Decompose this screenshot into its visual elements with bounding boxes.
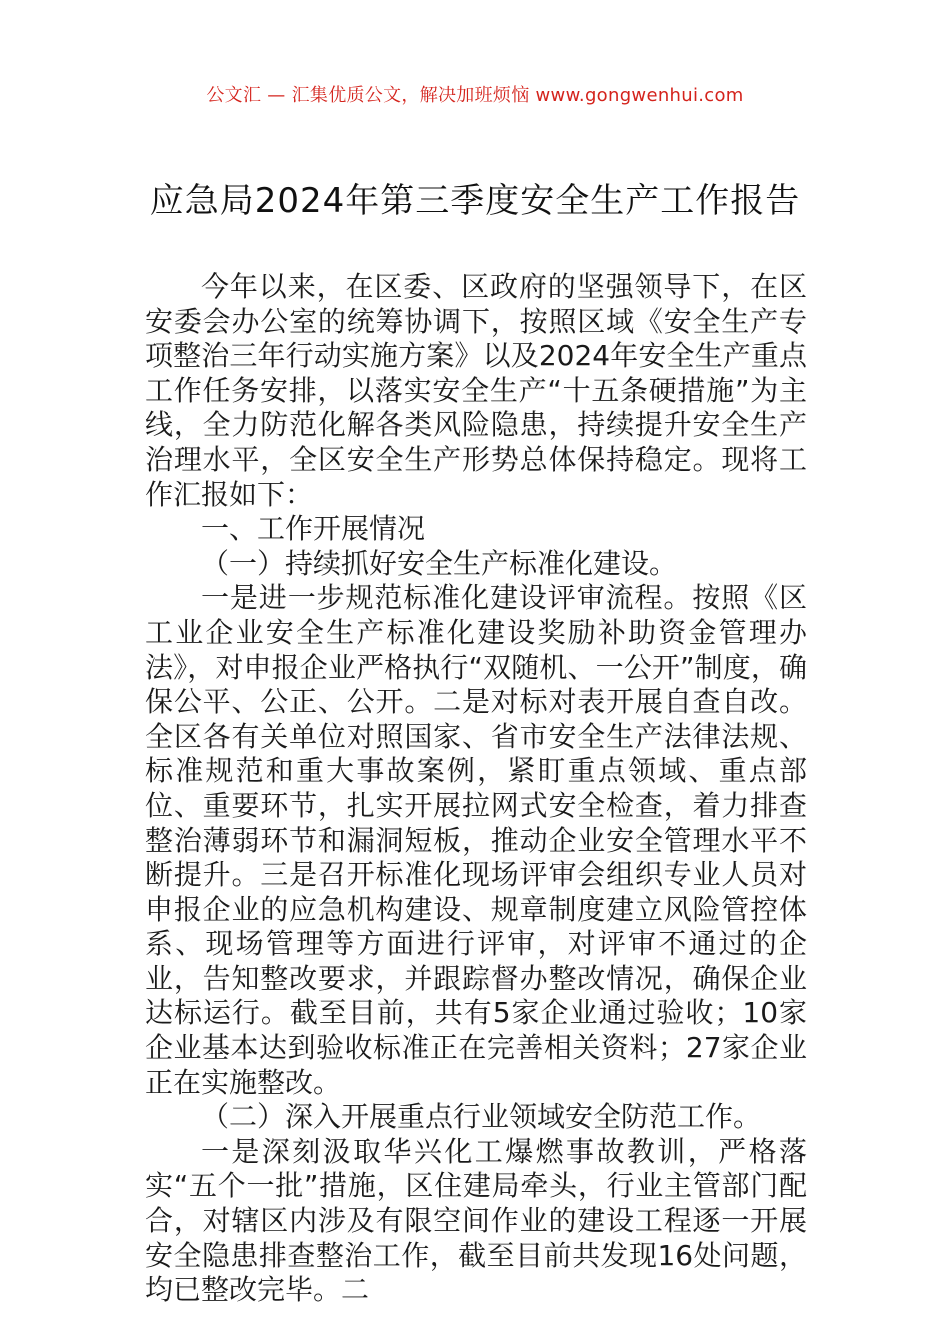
document-title: 应急局2024年第三季度安全生产工作报告 <box>149 181 801 221</box>
intro-paragraph: 今年以来，在区委、区政府的坚强领导下，在区安委会办公室的统筹协调下，按照区域《安全生产专项整治三年行动实施方案》以及2024年安全生产重点工作任务安排，以落实安全生产“十五条硬措施”为主线，全力防范化解各类风险隐患，持续提升安全生产治理水平，全区安全生产形势总体保持稳定。现将工作汇报如下： <box>145 270 807 511</box>
key-industries-paragraph: 一是深刻汲取华兴化工爆燃事故教训，严格落实“五个一批”措施，区住建局牵头，行业主管部门配合，对辖区内涉及有限空间作业的建设工程逐一开展安全隐患排查整治工作，截至目前共发现16处问题，均已整改完毕。二 <box>145 1134 807 1307</box>
site-banner: 公文汇 — 汇集优质公文，解决加班烦恼 www.gongwenhui.com <box>206 85 744 106</box>
subsection-heading-standardization: （一）持续抓好安全生产标准化建设。 <box>201 546 678 580</box>
standardization-paragraph: 一是进一步规范标准化建设评审流程。按照《区工业企业安全生产标准化建设奖励补助资金管理办法》，对申报企业严格执行“双随机、一公开”制度，确保公平、公正、公开。二是对标对表开展自查自改。全区各有关单位对照国家、省市安全生产法律法规、标准规范和重大事故案例，紧盯重点领域、重点部位、重要环节，扎实开展拉网式安全检查，着力排查整治薄弱环节和漏洞短板，推动企业安全管理水平不断提升。三是召开标准化现场评审会组织专业人员对申报企业的应急机构建设、规章制度建立风险管控体系、现场管理等方面进行评审，对评审不通过的企业，告知整改要求，并跟踪督办整改情况，确保企业达标运行。截至目前，共有5家企业通过验收；10家企业基本达到验收标准正在完善相关资料；27家企业正在实施整改。 <box>145 581 807 1099</box>
section-heading-work-status: 一、工作开展情况 <box>201 512 426 546</box>
subsection-heading-key-industries: （二）深入开展重点行业领域安全防范工作。 <box>201 1100 762 1134</box>
document-body <box>145 270 807 1308</box>
